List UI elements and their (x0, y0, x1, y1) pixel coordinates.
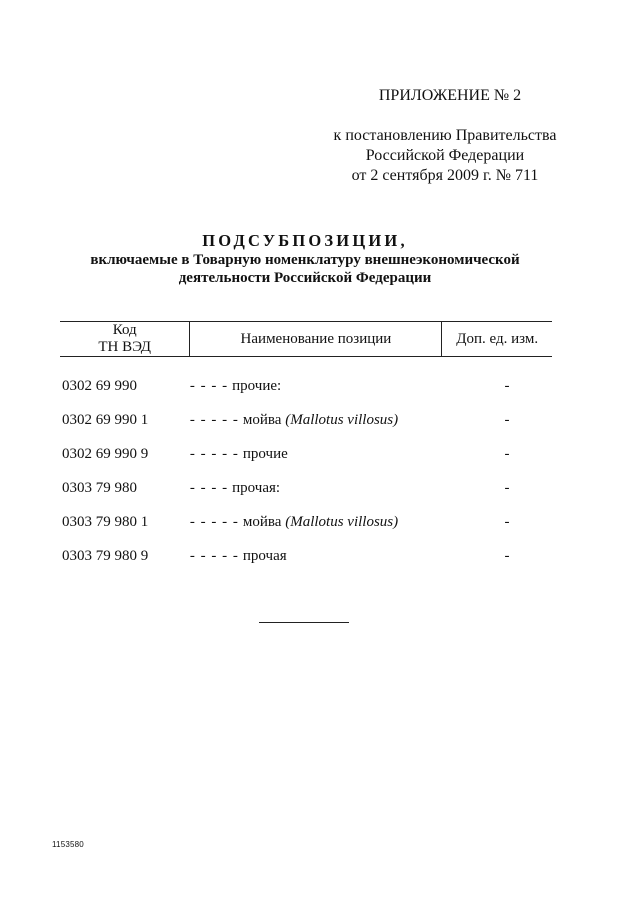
row-name-text: прочая (242, 547, 287, 564)
header-unit: Доп. ед. изм. (442, 322, 552, 357)
row-unit: - (504, 513, 510, 530)
row-name-text: мойва (242, 411, 282, 428)
annex-block (300, 86, 590, 186)
row-unit: - (504, 547, 510, 564)
table-row (60, 471, 552, 505)
annex-number: ПРИЛОЖЕНИЕ № 2 (378, 87, 522, 104)
row-code: 0303 79 980 9 (62, 547, 149, 564)
table-row (60, 357, 552, 404)
header-code (60, 322, 190, 357)
row-dashes: - - - - (189, 479, 229, 496)
annex-date-line: от 2 сентября 2009 г. № 711 (351, 167, 539, 184)
table-header-row (60, 322, 552, 357)
row-name-text: мойва (242, 513, 282, 530)
title-main: ПОДСУБПОЗИЦИИ, (202, 231, 408, 250)
row-unit: - (504, 479, 510, 496)
closing-separator-line (259, 622, 349, 623)
table-row (60, 539, 552, 573)
document-title (60, 231, 550, 287)
row-dashes: - - - - - (189, 411, 239, 428)
table-row (60, 505, 552, 539)
row-code: 0303 79 980 (62, 479, 137, 496)
row-code: 0302 69 990 1 (62, 411, 149, 428)
title-subtitle-line1: включаемые в Товарную номенклатуру внешнеэкономической (90, 252, 520, 268)
row-name (190, 471, 442, 505)
row-dashes: - - - - - (189, 445, 239, 462)
row-name (190, 539, 442, 573)
document-number: 1153580 (52, 840, 84, 849)
header-code-line1: Код (112, 322, 137, 338)
row-name-text: прочие: (232, 377, 282, 394)
annex-government-line: Российской Федерации (365, 147, 525, 164)
subpositions-table (60, 321, 552, 573)
row-dashes: - - - - - (189, 547, 239, 564)
row-name (190, 357, 442, 404)
row-name (190, 437, 442, 471)
row-latin-name: (Mallotus villosus) (285, 411, 399, 428)
row-unit: - (504, 445, 510, 462)
row-name (190, 505, 442, 539)
row-latin-name: (Mallotus villosus) (285, 513, 399, 530)
table-row (60, 437, 552, 471)
row-dashes: - - - - (189, 377, 229, 394)
row-unit: - (504, 377, 510, 394)
row-dashes: - - - - - (189, 513, 239, 530)
header-name: Наименование позиции (190, 322, 442, 357)
row-code: 0302 69 990 (62, 377, 137, 394)
title-subtitle-line2: деятельности Российской Федерации (178, 270, 432, 286)
table-row (60, 403, 552, 437)
row-name (190, 403, 442, 437)
row-name-text: прочая: (232, 479, 281, 496)
row-code: 0303 79 980 1 (62, 513, 149, 530)
annex-resolution-line: к постановлению Правительства (333, 127, 557, 144)
row-unit: - (504, 411, 510, 428)
row-code: 0302 69 990 9 (62, 445, 149, 462)
header-code-line2: ТН ВЭД (98, 339, 152, 355)
row-name-text: прочие (242, 445, 288, 462)
